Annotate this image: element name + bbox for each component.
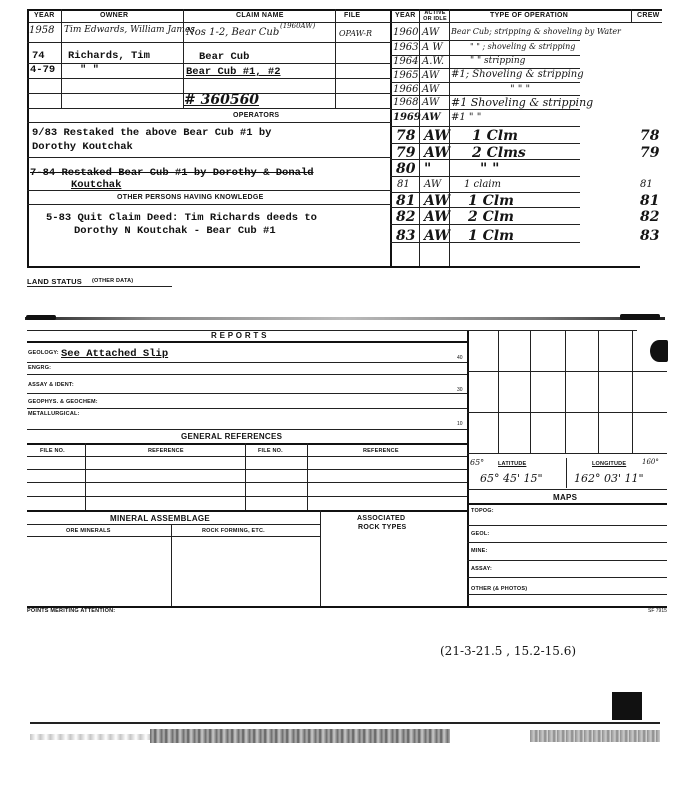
grid-note: (21-3-21.5 , 15.2-15.6) [440,644,577,658]
activity-header-active: ACTIVE OR IDLE [423,10,447,22]
activity-header-crew: CREW [637,12,660,19]
claim-name: Nos 1-2, Bear Cub [186,27,280,38]
activity-year: 1966 [393,84,419,95]
scan-smear-blob [620,314,660,320]
activity-type: 1 Clm [472,128,518,144]
other-persons-heading: OTHER PERSONS HAVING KNOWLEDGE [117,194,264,201]
claim-year: 1958 [29,25,55,36]
activity-year: 78 [396,128,416,144]
report-label: GEOLOGY: [28,350,59,356]
ref-header: REFERENCE [363,448,399,454]
activity-status: AW [424,145,450,161]
latitude-label: LATITUDE [498,461,527,467]
other-persons-line: Dorothy N Koutchak - Bear Cub #1 [74,225,276,237]
latitude-value: 65° 45' 15" [480,472,543,485]
scan-smear-blob [26,315,56,320]
activity-type: " " " [510,84,531,95]
activity-crew: 81 [640,193,660,209]
report-value: See Attached Slip [61,348,169,360]
scan-smear-blob [650,340,668,362]
report-label: ENGRG: [28,365,52,371]
activity-header-type: TYPE OF OPERATION [490,12,569,19]
claim-owner: Richards, Tim [68,50,150,62]
scan-noise-band [150,729,450,743]
col-header-file: FILE [344,12,361,19]
map-label: MINE: [471,548,488,554]
map-label: TOPOG: [471,508,494,514]
operator-entry-struck: Koutchak [71,179,122,191]
activity-type: Bear Cub; stripping & shoveling by Water [451,27,621,36]
report-num: 30 [457,387,463,393]
claim-note: (1960AW) [280,22,316,30]
form-number: SF 7915 [648,608,667,614]
mineral-heading: MINERAL ASSEMBLAGE [110,514,211,523]
longitude-value: 162° 03' 11" [574,472,644,485]
activity-status: AW [424,193,450,209]
general-references-heading: GENERAL REFERENCES [181,432,283,441]
scan-black-block [612,692,642,720]
activity-year: 1960 [393,27,419,38]
land-status-label: LAND STATUS [27,277,83,286]
other-persons-line: 5-83 Quit Claim Deed: Tim Richards deeds to [46,212,317,224]
map-label: GEOL: [471,531,490,537]
activity-type: 1 Clm [468,193,514,209]
activity-type: 1 Clm [468,228,514,244]
activity-type: 2 Clm [468,209,514,225]
activity-year: 79 [396,145,416,161]
ref-header: FILE NO. [40,448,65,454]
operator-entry: Dorothy Koutchak [32,141,133,153]
ref-header: FILE NO. [258,448,283,454]
activity-status: AW [424,179,442,190]
activity-header-year: YEAR [395,12,416,19]
activity-year: 81 [396,193,416,209]
activity-year: 82 [396,209,416,225]
claim-name: Bear Cub #1, #2 [186,66,281,78]
scan-smear [25,317,665,320]
operator-entry: 9/83 Restaked the above Bear Cub #1 by [32,127,272,139]
activity-crew: 82 [640,209,660,225]
maps-heading: MAPS [553,493,578,502]
activity-year: 81 [397,179,410,190]
activity-status: " [424,161,432,177]
activity-status: AW [422,97,440,108]
operator-entry-struck: 7-84 Restaked Bear Cub #1 by Dorothy & Donald [30,167,314,179]
activity-type: " " stripping [470,56,526,66]
col-header-owner: OWNER [100,12,129,19]
activity-year: 1968 [393,97,419,108]
land-status-sub: (OTHER DATA) [92,278,134,284]
ref-header: REFERENCE [148,448,184,454]
col-header-claim-name: CLAIM NAME [236,12,284,19]
activity-type: #1; Shoveling & stripping [451,69,584,80]
activity-crew: 81 [640,179,653,190]
claim-name: Bear Cub [199,51,250,63]
claim-file-number: # 360560 [184,92,260,108]
scan-noise-band [530,730,660,742]
rock-forming-header: ROCK FORMING, ETC. [202,528,265,534]
activity-year: 1963 [393,42,419,53]
ore-minerals-header: ORE MINERALS [66,528,111,534]
activity-status: AW [422,70,440,81]
activity-status: AW [422,112,441,123]
activity-status: A W [422,42,443,53]
map-label: ASSAY: [471,566,493,572]
claim-owner: Tim Edwards, William James [64,25,195,35]
reports-heading: R E P O R T S [211,331,267,340]
activity-status: AW [422,27,440,38]
activity-status: AW [424,128,450,144]
activity-year: 1965 [393,70,419,81]
scan-noise-band [30,734,150,740]
report-num: 10 [457,421,463,427]
report-num: 40 [457,355,463,361]
activity-crew: 78 [640,128,660,144]
activity-status: A.W. [422,56,445,67]
operators-heading: OPERATORS [233,112,280,119]
scan-edge-line [30,722,660,724]
activity-type: 2 Clms [472,145,526,161]
activity-year: 1969 [393,112,421,123]
report-label: ASSAY & IDENT: [28,382,74,388]
col-header-year: YEAR [34,12,55,19]
associated-header: ASSOCIATED [357,515,406,522]
activity-type: #1 " " [451,112,482,123]
activity-type: #1 Shoveling & stripping [451,96,594,109]
report-label: GEOPHYS. & GEOCHEM: [28,399,98,405]
activity-year: 80 [396,161,416,177]
activity-year: 1964 [393,56,419,67]
activity-status: AW [424,209,450,225]
report-label: METALLURGICAL: [28,411,80,417]
activity-crew: 83 [640,228,660,244]
map-label: OTHER (& PHOTOS) [471,586,528,592]
lat-prefix: 65° [470,458,485,467]
claim-owner: " " [80,64,99,76]
activity-year: 83 [396,228,416,244]
claim-file: OPAW-R [339,29,373,38]
longitude-label: LONGITUDE [592,461,627,467]
activity-crew: 79 [640,145,660,161]
points-meriting-attention: POINTS MERITING ATTENTION: [27,608,116,614]
claim-year: 74 [32,50,45,62]
activity-status: AW [422,84,440,95]
lon-suffix: 160° [642,458,659,466]
activity-type: " " [480,161,500,177]
activity-status: AW [424,228,450,244]
activity-type: 1 claim [464,179,501,190]
rock-types-header: ROCK TYPES [358,524,407,531]
claim-year: 4-79 [30,64,56,76]
activity-type: " " ; shoveling & stripping [470,42,576,51]
